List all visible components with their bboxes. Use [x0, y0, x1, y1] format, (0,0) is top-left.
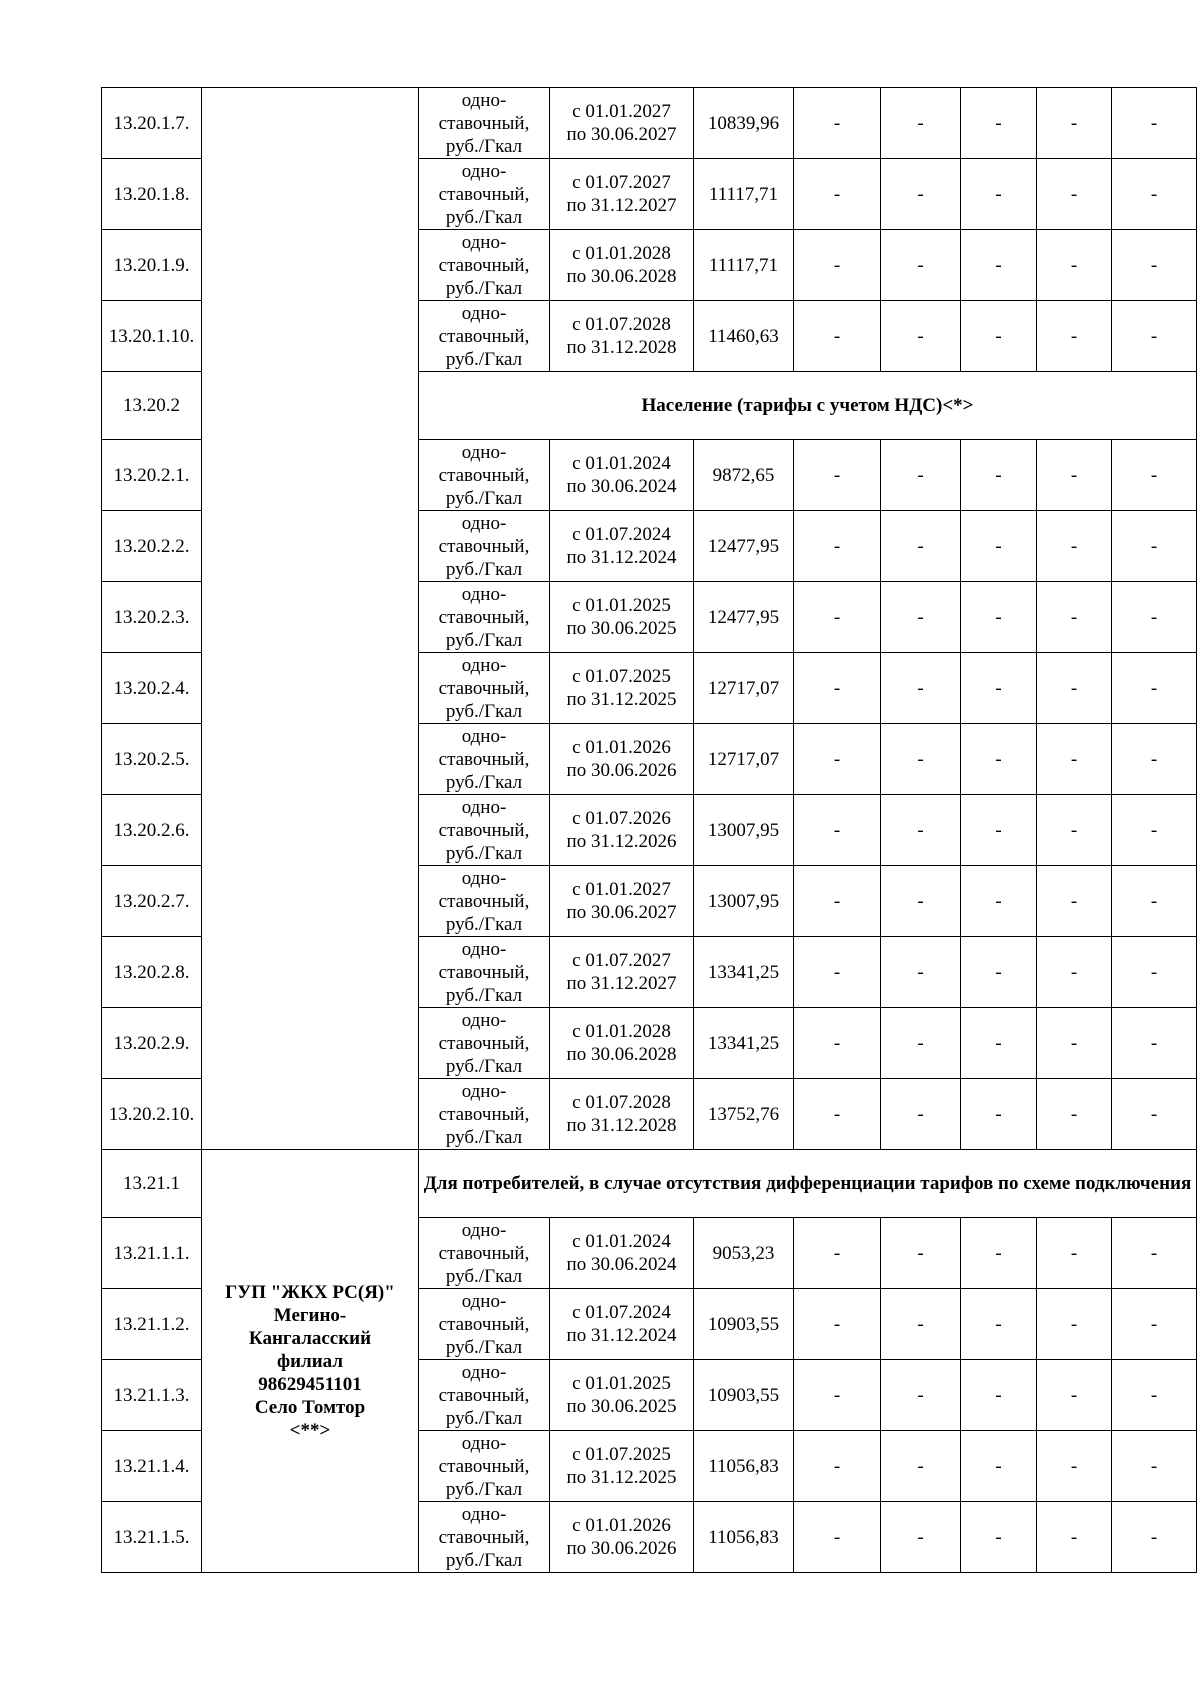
- tariff-method-line: одно-: [461, 1503, 507, 1525]
- tariff-method: [419, 1218, 550, 1289]
- empty-value-dash: -: [1037, 159, 1112, 230]
- tariff-method-line: одно-: [461, 160, 507, 182]
- tariff-period-line: по 30.06.2024: [566, 476, 677, 497]
- organization-line: Кангаласский: [248, 1327, 372, 1349]
- empty-value-dash: -: [1112, 1079, 1197, 1150]
- empty-value-dash: -: [881, 724, 961, 795]
- tariff-method-line: одно-: [461, 867, 507, 889]
- tariff-method: [419, 795, 550, 866]
- tariff-method-line: ставочный,: [438, 961, 530, 983]
- empty-value-dash: -: [794, 88, 881, 159]
- tariff-method-line: руб./Гкал: [445, 1126, 523, 1148]
- tariff-period-line: по 31.12.2028: [566, 1115, 677, 1136]
- tariff-period-line: по 30.06.2028: [566, 1044, 677, 1065]
- tariff-period-line: по 30.06.2024: [566, 1254, 677, 1275]
- empty-value-dash: -: [794, 1431, 881, 1502]
- empty-value-dash: -: [1112, 511, 1197, 582]
- tariff-period: [550, 511, 694, 582]
- tariff-method-line: одно-: [461, 583, 507, 605]
- row-code: 13.21.1.1.: [102, 1218, 202, 1289]
- tariff-period-line: с 01.07.2027: [572, 950, 671, 971]
- tariff-value: 10839,96: [694, 88, 794, 159]
- tariff-method-line: ставочный,: [438, 1032, 530, 1054]
- row-code: 13.20.2.7.: [102, 866, 202, 937]
- tariff-method: [419, 230, 550, 301]
- tariff-period: [550, 159, 694, 230]
- tariff-method-line: руб./Гкал: [445, 842, 523, 864]
- tariff-value: 11056,83: [694, 1502, 794, 1573]
- empty-value-dash: -: [961, 1289, 1037, 1360]
- tariff-period: [550, 1360, 694, 1431]
- empty-value-dash: -: [881, 1289, 961, 1360]
- tariff-value: 11460,63: [694, 301, 794, 372]
- empty-value-dash: -: [1037, 1008, 1112, 1079]
- tariff-period: [550, 582, 694, 653]
- empty-value-dash: -: [794, 1008, 881, 1079]
- tariff-method-line: ставочный,: [438, 183, 530, 205]
- tariff-period-line: по 30.06.2026: [566, 1538, 677, 1559]
- empty-value-dash: -: [794, 1289, 881, 1360]
- tariff-period-line: по 31.12.2024: [566, 547, 677, 568]
- empty-value-dash: -: [1112, 230, 1197, 301]
- tariff-period-line: по 31.12.2026: [566, 831, 677, 852]
- tariff-method-line: руб./Гкал: [445, 135, 523, 157]
- tariff-method-line: руб./Гкал: [445, 1336, 523, 1358]
- tariff-method-line: руб./Гкал: [445, 348, 523, 370]
- empty-value-dash: -: [1037, 866, 1112, 937]
- tariff-value: 12477,95: [694, 582, 794, 653]
- tariff-method: [419, 582, 550, 653]
- organization-cell: [202, 1150, 419, 1573]
- tariff-value: 11117,71: [694, 159, 794, 230]
- tariff-value: 13341,25: [694, 937, 794, 1008]
- tariff-value: 10903,55: [694, 1289, 794, 1360]
- tariff-period-line: с 01.01.2025: [572, 595, 671, 616]
- empty-value-dash: -: [1112, 1502, 1197, 1573]
- tariff-period-line: с 01.01.2024: [572, 453, 671, 474]
- tariff-period: [550, 795, 694, 866]
- empty-value-dash: -: [1112, 653, 1197, 724]
- tariff-period-line: с 01.07.2024: [572, 1302, 671, 1323]
- empty-value-dash: -: [961, 795, 1037, 866]
- tariff-value: 13007,95: [694, 866, 794, 937]
- tariff-value: 9053,23: [694, 1218, 794, 1289]
- tariff-method-line: руб./Гкал: [445, 629, 523, 651]
- row-code: 13.21.1.3.: [102, 1360, 202, 1431]
- tariff-value: 12477,95: [694, 511, 794, 582]
- empty-value-dash: -: [794, 230, 881, 301]
- tariff-method: [419, 1431, 550, 1502]
- row-code: 13.20.2.9.: [102, 1008, 202, 1079]
- tariff-value: 13007,95: [694, 795, 794, 866]
- tariff-method-line: ставочный,: [438, 677, 530, 699]
- tariff-value: 9872,65: [694, 440, 794, 511]
- tariff-method: [419, 511, 550, 582]
- empty-value-dash: -: [961, 1218, 1037, 1289]
- tariff-method-line: руб./Гкал: [445, 1265, 523, 1287]
- empty-value-dash: -: [1112, 301, 1197, 372]
- row-code: 13.20.2.6.: [102, 795, 202, 866]
- empty-value-dash: -: [961, 1008, 1037, 1079]
- empty-value-dash: -: [794, 440, 881, 511]
- tariff-method-line: одно-: [461, 796, 507, 818]
- tariff-period-line: по 31.12.2024: [566, 1325, 677, 1346]
- row-code: 13.20.1.8.: [102, 159, 202, 230]
- empty-value-dash: -: [881, 582, 961, 653]
- empty-value-dash: -: [1037, 795, 1112, 866]
- empty-value-dash: -: [1112, 1431, 1197, 1502]
- tariff-method-line: одно-: [461, 938, 507, 960]
- tariff-period-line: по 30.06.2028: [566, 266, 677, 287]
- empty-value-dash: -: [794, 1079, 881, 1150]
- organization-line: 98629451101: [258, 1373, 362, 1395]
- tariff-method-line: ставочный,: [438, 890, 530, 912]
- empty-value-dash: -: [794, 159, 881, 230]
- empty-value-dash: -: [1037, 1289, 1112, 1360]
- empty-value-dash: -: [794, 653, 881, 724]
- tariff-method: [419, 1502, 550, 1573]
- tariff-method-line: руб./Гкал: [445, 913, 523, 935]
- empty-value-dash: -: [881, 653, 961, 724]
- empty-value-dash: -: [1037, 511, 1112, 582]
- row-code: 13.21.1.2.: [102, 1289, 202, 1360]
- empty-value-dash: -: [1037, 937, 1112, 1008]
- empty-value-dash: -: [881, 1431, 961, 1502]
- tariff-method: [419, 866, 550, 937]
- tariff-method-line: руб./Гкал: [445, 558, 523, 580]
- empty-value-dash: -: [961, 301, 1037, 372]
- tariff-period-line: по 31.12.2027: [566, 195, 677, 216]
- tariff-method: [419, 653, 550, 724]
- empty-value-dash: -: [1112, 866, 1197, 937]
- tariff-value: 12717,07: [694, 724, 794, 795]
- empty-value-dash: -: [794, 866, 881, 937]
- row-code: 13.20.1.7.: [102, 88, 202, 159]
- empty-value-dash: -: [881, 866, 961, 937]
- organization-line: Село Томтор: [254, 1396, 366, 1418]
- row-code: 13.20.2.5.: [102, 724, 202, 795]
- empty-value-dash: -: [961, 440, 1037, 511]
- row-code: 13.20.2.2.: [102, 511, 202, 582]
- tariff-method-line: ставочный,: [438, 535, 530, 557]
- row-code: 13.20.2: [102, 372, 202, 440]
- empty-value-dash: -: [961, 937, 1037, 1008]
- empty-value-dash: -: [794, 1360, 881, 1431]
- tariff-method-line: ставочный,: [438, 325, 530, 347]
- empty-value-dash: -: [881, 795, 961, 866]
- tariff-period: [550, 866, 694, 937]
- tariff-method-line: одно-: [461, 441, 507, 463]
- empty-value-dash: -: [794, 724, 881, 795]
- empty-value-dash: -: [881, 440, 961, 511]
- empty-value-dash: -: [881, 1218, 961, 1289]
- empty-value-dash: -: [1112, 1289, 1197, 1360]
- empty-value-dash: -: [961, 582, 1037, 653]
- empty-value-dash: -: [1112, 1218, 1197, 1289]
- tariff-method-line: ставочный,: [438, 748, 530, 770]
- empty-value-dash: -: [1037, 230, 1112, 301]
- tariff-period: [550, 440, 694, 511]
- organization-line: филиал: [276, 1350, 344, 1372]
- tariff-period: [550, 88, 694, 159]
- tariff-period: [550, 1079, 694, 1150]
- tariff-method: [419, 1289, 550, 1360]
- tariff-method-line: руб./Гкал: [445, 277, 523, 299]
- tariff-method: [419, 937, 550, 1008]
- tariff-period-line: с 01.01.2028: [572, 243, 671, 264]
- tariff-period-line: с 01.07.2028: [572, 1092, 671, 1113]
- tariff-method-line: руб./Гкал: [445, 1055, 523, 1077]
- section-title: Население (тарифы с учетом НДС)<*>: [419, 372, 1197, 440]
- tariff-value: 11117,71: [694, 230, 794, 301]
- tariff-period: [550, 230, 694, 301]
- tariff-method-line: ставочный,: [438, 1313, 530, 1335]
- row-code: 13.21.1: [102, 1150, 202, 1218]
- table-row: [102, 88, 1197, 159]
- tariff-method-line: руб./Гкал: [445, 487, 523, 509]
- empty-value-dash: -: [1037, 582, 1112, 653]
- tariff-period-line: по 31.12.2025: [566, 1467, 677, 1488]
- document-page: [101, 87, 1197, 1573]
- tariff-value: 11056,83: [694, 1431, 794, 1502]
- tariff-period-line: с 01.07.2028: [572, 314, 671, 335]
- empty-value-dash: -: [881, 937, 961, 1008]
- row-code: 13.20.2.4.: [102, 653, 202, 724]
- empty-value-dash: -: [961, 866, 1037, 937]
- tariff-period-line: с 01.01.2027: [572, 879, 671, 900]
- tariff-period: [550, 1431, 694, 1502]
- empty-value-dash: -: [1037, 724, 1112, 795]
- tariff-method: [419, 1008, 550, 1079]
- empty-value-dash: -: [1037, 88, 1112, 159]
- tariff-method-line: одно-: [461, 1080, 507, 1102]
- tariff-period: [550, 653, 694, 724]
- empty-value-dash: -: [1037, 301, 1112, 372]
- tariff-period-line: с 01.01.2026: [572, 737, 671, 758]
- tariff-method-line: одно-: [461, 1432, 507, 1454]
- empty-value-dash: -: [961, 724, 1037, 795]
- tariff-method-line: ставочный,: [438, 606, 530, 628]
- tariff-method-line: ставочный,: [438, 1384, 530, 1406]
- tariff-period: [550, 301, 694, 372]
- empty-value-dash: -: [961, 1360, 1037, 1431]
- tariff-method-line: одно-: [461, 725, 507, 747]
- section-title: Для потребителей, в случае отсутствия дифференциации тарифов по схеме подключения: [419, 1150, 1197, 1218]
- tariff-period-line: с 01.01.2024: [572, 1231, 671, 1252]
- empty-value-dash: -: [881, 1502, 961, 1573]
- empty-value-dash: -: [881, 88, 961, 159]
- row-code: 13.20.1.10.: [102, 301, 202, 372]
- tariff-period-line: с 01.07.2025: [572, 666, 671, 687]
- row-code: 13.20.2.1.: [102, 440, 202, 511]
- tariff-method-line: одно-: [461, 231, 507, 253]
- tariff-method: [419, 724, 550, 795]
- tariff-period-line: с 01.01.2025: [572, 1373, 671, 1394]
- tariff-period-line: с 01.01.2026: [572, 1515, 671, 1536]
- empty-value-dash: -: [961, 88, 1037, 159]
- tariff-method-line: руб./Гкал: [445, 984, 523, 1006]
- tariff-period-line: с 01.01.2027: [572, 101, 671, 122]
- empty-value-dash: -: [961, 1431, 1037, 1502]
- tariff-method-line: руб./Гкал: [445, 1407, 523, 1429]
- tariff-value: 10903,55: [694, 1360, 794, 1431]
- tariff-method-line: ставочный,: [438, 112, 530, 134]
- empty-value-dash: -: [1112, 440, 1197, 511]
- tariff-period-line: с 01.07.2025: [572, 1444, 671, 1465]
- tariff-method-line: руб./Гкал: [445, 700, 523, 722]
- tariff-method: [419, 301, 550, 372]
- empty-value-dash: -: [1037, 1431, 1112, 1502]
- row-code: 13.20.2.3.: [102, 582, 202, 653]
- tariff-method-line: одно-: [461, 1009, 507, 1031]
- organization-line: ГУП "ЖКХ РС(Я)": [225, 1281, 395, 1303]
- tariff-method-line: руб./Гкал: [445, 206, 523, 228]
- tariff-method-line: руб./Гкал: [445, 1549, 523, 1571]
- organization-cell: [202, 88, 419, 1150]
- row-code: 13.20.2.10.: [102, 1079, 202, 1150]
- empty-value-dash: -: [794, 1218, 881, 1289]
- empty-value-dash: -: [1112, 582, 1197, 653]
- tariff-method-line: одно-: [461, 1219, 507, 1241]
- tariff-period: [550, 937, 694, 1008]
- tariff-period: [550, 1289, 694, 1360]
- tariff-method-line: ставочный,: [438, 1455, 530, 1477]
- empty-value-dash: -: [1112, 937, 1197, 1008]
- empty-value-dash: -: [1112, 159, 1197, 230]
- empty-value-dash: -: [881, 159, 961, 230]
- empty-value-dash: -: [1112, 88, 1197, 159]
- empty-value-dash: -: [1037, 1218, 1112, 1289]
- tariff-method: [419, 88, 550, 159]
- tariff-method-line: одно-: [461, 654, 507, 676]
- tariff-method: [419, 440, 550, 511]
- empty-value-dash: -: [881, 511, 961, 582]
- tariff-method-line: ставочный,: [438, 1526, 530, 1548]
- tariff-period-line: по 30.06.2026: [566, 760, 677, 781]
- tariff-period: [550, 724, 694, 795]
- tariff-value: 12717,07: [694, 653, 794, 724]
- row-code: 13.20.1.9.: [102, 230, 202, 301]
- tariff-method-line: одно-: [461, 1290, 507, 1312]
- empty-value-dash: -: [961, 159, 1037, 230]
- tariff-period: [550, 1218, 694, 1289]
- empty-value-dash: -: [961, 1079, 1037, 1150]
- empty-value-dash: -: [794, 795, 881, 866]
- empty-value-dash: -: [881, 301, 961, 372]
- empty-value-dash: -: [1037, 1079, 1112, 1150]
- empty-value-dash: -: [794, 1502, 881, 1573]
- section-row: [102, 1150, 1197, 1218]
- tariff-period-line: с 01.07.2027: [572, 172, 671, 193]
- organization-line: <**>: [289, 1419, 331, 1441]
- tariff-method-line: ставочный,: [438, 254, 530, 276]
- tariff-period: [550, 1502, 694, 1573]
- empty-value-dash: -: [1112, 724, 1197, 795]
- empty-value-dash: -: [1037, 1360, 1112, 1431]
- tariff-method-line: руб./Гкал: [445, 1478, 523, 1500]
- tariff-method-line: одно-: [461, 512, 507, 534]
- tariff-period-line: по 31.12.2025: [566, 689, 677, 710]
- tariff-method-line: одно-: [461, 302, 507, 324]
- empty-value-dash: -: [881, 1079, 961, 1150]
- tariff-method: [419, 1079, 550, 1150]
- tariff-method-line: ставочный,: [438, 1103, 530, 1125]
- tariff-method-line: ставочный,: [438, 819, 530, 841]
- empty-value-dash: -: [794, 511, 881, 582]
- empty-value-dash: -: [961, 511, 1037, 582]
- empty-value-dash: -: [1112, 1360, 1197, 1431]
- tariff-period: [550, 1008, 694, 1079]
- tariff-value: 13341,25: [694, 1008, 794, 1079]
- empty-value-dash: -: [794, 937, 881, 1008]
- organization-line: Мегино-: [273, 1304, 347, 1326]
- empty-value-dash: -: [961, 653, 1037, 724]
- empty-value-dash: -: [881, 1360, 961, 1431]
- row-code: 13.21.1.4.: [102, 1431, 202, 1502]
- tariff-period-line: с 01.01.2028: [572, 1021, 671, 1042]
- row-code: 13.21.1.5.: [102, 1502, 202, 1573]
- tariff-method-line: руб./Гкал: [445, 771, 523, 793]
- empty-value-dash: -: [794, 301, 881, 372]
- row-code: 13.20.2.8.: [102, 937, 202, 1008]
- empty-value-dash: -: [1112, 1008, 1197, 1079]
- empty-value-dash: -: [1037, 653, 1112, 724]
- tariff-method-line: ставочный,: [438, 1242, 530, 1264]
- tariff-method-line: одно-: [461, 89, 507, 111]
- tariff-period-line: с 01.07.2024: [572, 524, 671, 545]
- tariff-period-line: по 30.06.2027: [566, 124, 677, 145]
- empty-value-dash: -: [881, 1008, 961, 1079]
- tariff-value: 13752,76: [694, 1079, 794, 1150]
- tariff-period-line: по 31.12.2028: [566, 337, 677, 358]
- tariff-table: [101, 87, 1197, 1573]
- empty-value-dash: -: [881, 230, 961, 301]
- tariff-method: [419, 1360, 550, 1431]
- empty-value-dash: -: [961, 230, 1037, 301]
- empty-value-dash: -: [1037, 1502, 1112, 1573]
- tariff-period-line: по 30.06.2025: [566, 618, 677, 639]
- tariff-period-line: по 30.06.2025: [566, 1396, 677, 1417]
- tariff-period-line: с 01.07.2026: [572, 808, 671, 829]
- tariff-method: [419, 159, 550, 230]
- tariff-period-line: по 31.12.2027: [566, 973, 677, 994]
- tariff-method-line: ставочный,: [438, 464, 530, 486]
- tariff-period-line: по 30.06.2027: [566, 902, 677, 923]
- empty-value-dash: -: [794, 582, 881, 653]
- tariff-method-line: одно-: [461, 1361, 507, 1383]
- empty-value-dash: -: [1037, 440, 1112, 511]
- empty-value-dash: -: [961, 1502, 1037, 1573]
- empty-value-dash: -: [1112, 795, 1197, 866]
